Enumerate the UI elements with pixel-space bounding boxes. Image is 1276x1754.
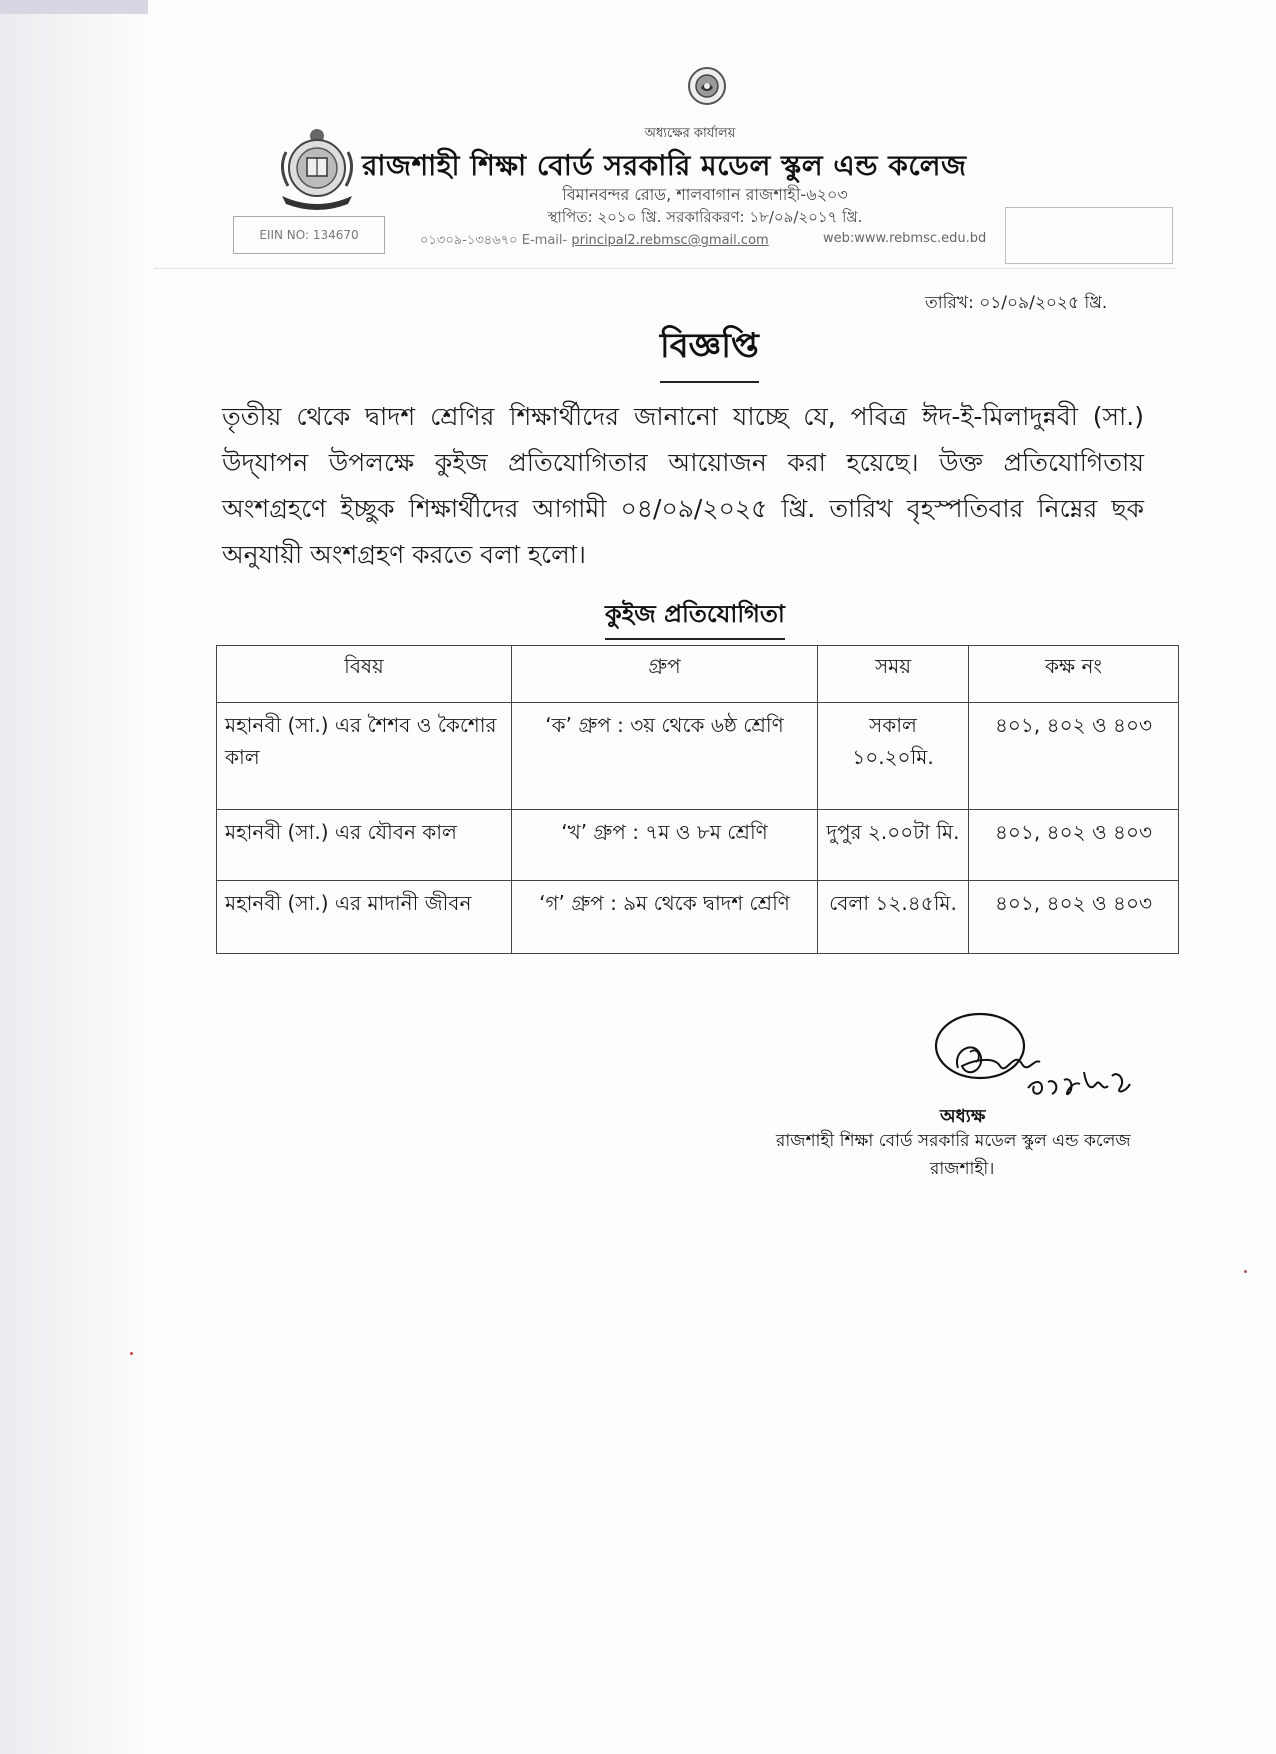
established-info: স্থাপিত: ২০১০ খ্রি. সরকারিকরণ: ১৮/০৯/২০১৭ খ্রি.: [547, 208, 863, 226]
signatory-title: অধ্যক্ষ: [940, 1106, 986, 1127]
school-name: রাজশাহী শিক্ষা বোর্ড সরকারি মডেল স্কুল এন্ড কলেজ: [362, 149, 967, 182]
notice-body: তৃতীয় থেকে দ্বাদশ শ্রেণির শিক্ষার্থীদের জানানো যাচ্ছে যে, পবিত্র ঈদ-ই-মিলাদুন্নবী (সা.) উদ্‌যাপন উপলক্ষে কুইজ প্রতিযোগিতার আয়োজন করা হয়েছে। উক্ত প্রতিযোগিতায় অংশগ্রহণে ইচ্ছুক শিক্ষার্থীদের আগামী ০৪/০৯/২০২৫ খ্রি. তারিখ বৃহস্পতিবার নিম্নের ছক অনুযায়ী অংশগ্রহণ করতে বলা হলো।: [222, 402, 1144, 569]
cell-group: ‘গ’ গ্রুপ : ৯ম থেকে দ্বাদশ শ্রেণি: [512, 881, 818, 954]
contact-line: [420, 231, 769, 252]
header-time: সময়: [818, 646, 969, 703]
office-label: অধ্যক্ষের কার্যালয়: [644, 126, 736, 141]
cell-group: ‘খ’ গ্রুপ : ৭ম ও ৮ম শ্রেণি: [512, 810, 818, 881]
cell-group: ‘ক’ গ্রুপ : ৩য় থেকে ৬ষ্ঠ শ্রেণি: [512, 703, 818, 810]
cell-time: বেলা ১২.৪৫মি.: [818, 881, 969, 954]
school-logo-icon: [276, 122, 358, 210]
faded-code-box: [1005, 207, 1173, 264]
eiin-box: EIIN NO: 134670: [233, 216, 385, 254]
scan-edge-shadow: [0, 0, 148, 1754]
signatory-organization: রাজশাহী শিক্ষা বোর্ড সরকারি মডেল স্কুল এন্ড কলেজ: [776, 1131, 1131, 1151]
school-address: বিমানবন্দর রোড, শালবাগান রাজশাহী-৬২০৩: [562, 185, 848, 204]
phone-number: ০১৩০৯-১৩৪৬৭০: [420, 233, 518, 248]
website-link[interactable]: web:www.rebmsc.edu.bd: [823, 231, 987, 246]
cell-subject: মহানবী (সা.) এর মাদানী জীবন: [217, 881, 512, 954]
table-row: [217, 810, 1179, 881]
email-link[interactable]: principal2.rebmsc@gmail.com: [571, 233, 769, 248]
header-group: গ্রুপ: [512, 646, 818, 703]
header-room: কক্ষ নং: [969, 646, 1179, 703]
cell-subject: মহানবী (সা.) এর শৈশব ও কৈশোর কাল: [217, 703, 512, 810]
cell-room: ৪০১, ৪০২ ও ৪০৩: [969, 881, 1179, 954]
table-header-row: [217, 646, 1179, 703]
quiz-table-title: কুইজ প্রতিযোগিতা: [605, 596, 785, 640]
cell-time: দুপুর ২.০০টা মি.: [818, 810, 969, 881]
scan-speck: [130, 1352, 133, 1355]
notice-date: তারিখ: ০১/০৯/২০২৫ খ্রি.: [925, 293, 1108, 313]
cell-time: সকাল ১০.২০মি.: [818, 703, 969, 810]
scan-edge-smudge: [0, 0, 148, 14]
table-row: [217, 703, 1179, 810]
header-subject: বিষয়: [217, 646, 512, 703]
table-row: [217, 881, 1179, 954]
scan-speck: [1244, 1270, 1247, 1273]
signatory-city: রাজশাহী।: [930, 1159, 995, 1179]
cell-room: ৪০১, ৪০২ ও ৪০৩: [969, 703, 1179, 810]
quiz-schedule-table: [216, 645, 1179, 954]
cell-room: ৪০১, ৪০২ ও ৪০৩: [969, 810, 1179, 881]
government-emblem-icon: [687, 66, 727, 106]
notice-title: বিজ্ঞপ্তি: [660, 320, 759, 383]
email-label: E-mail-: [521, 233, 568, 248]
header-divider: [155, 268, 1175, 269]
cell-subject: মহানবী (সা.) এর যৌবন কাল: [217, 810, 512, 881]
